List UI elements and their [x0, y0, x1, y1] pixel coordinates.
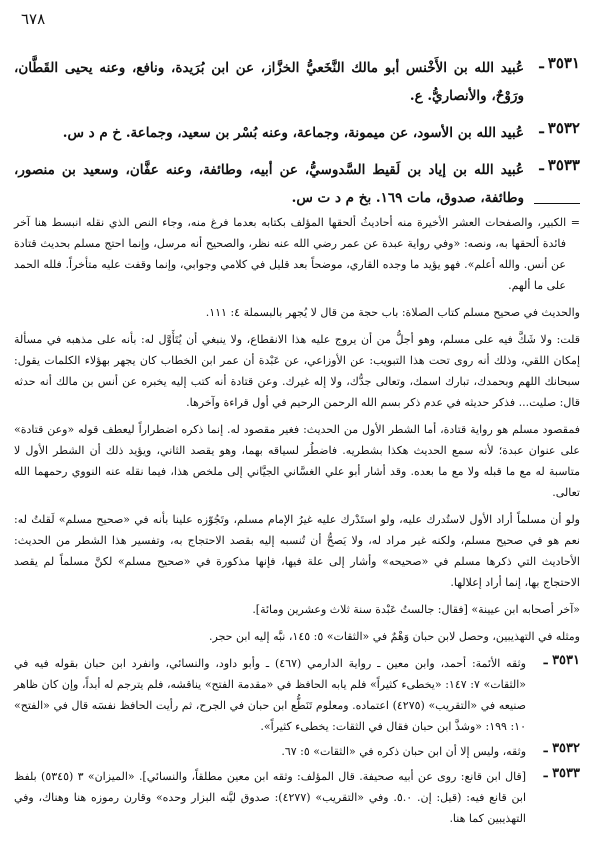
- note-paragraph: ومثله في التهذيبين، وحصل لابن حبان وَهْمٌ في «الثقات» ٥: ١٤٥، نبَّه إليه ابن حجر.: [209, 630, 580, 643]
- entry-number: ٣٥٣٢ـ: [539, 119, 580, 137]
- note-paragraph: قلت: ولا شَكَّ فيه على مسلم، وهو أجلُّ من أن يروج عليه هذا الانقطاع، ولا ينبغي أن يُتَأَوَّل له: بأنه على مذهبه في مسألة إمكان اللقي، وذلك أنه روى تحت هذا التبويب: عن الأوزاعي، عن عَبْدة أن عمر ابن الخطاب كان يجهر بهؤلاء الكلمات يقول: سبحانك اللهم وبحمدك، تبارك اسمك، وتعالى جدُّك، ولا إله غيرك. وعن قتادة أنه كتب إليه يخبره عن أنس بن مالك أنه حدثه قال: صليت... فذكر حديثه في عدم ذكر بسم الله الرحمن الرحيم في أول قراءة وآخرها.: [14, 333, 580, 409]
- footnote-text: [قال ابن قانع: روى عن أبيه صحيفة. قال المؤلف: وثقه ابن معين مطلقاً، والنسائي]. «الميزان» ٣ (٥٣٤٥) بلفظ ابن قانع فيه: (قيل: إن. ٥.٠. وفي «التقريب» (٤٢٧٧): صدوق ليَّنه البزار وحده» وقارن رموزه هنا وهناك، وفي التهذيبين كما هنا.: [14, 770, 527, 825]
- entry-number: ٣٥٣١ـ: [539, 54, 580, 72]
- footnote-number: ٣٥٣٣ ـ: [543, 766, 580, 781]
- note-paragraph: «آخر أصحابه ابن عيينة» [فقال: جالستُ عَبْدة سنة ثلاث وعشرين ومائة].: [252, 603, 580, 616]
- entry: [14, 119, 580, 147]
- footnote-number: ٣٥٣٢ ـ: [543, 741, 580, 756]
- footnote: [14, 653, 580, 737]
- footnote-separator: [534, 203, 580, 204]
- main-entries: [14, 54, 580, 221]
- note-paragraph: والحديث في صحيح مسلم كتاب الصلاة: باب حجة من قال لا يُجهر بالبسملة ٤: ١١١.: [205, 306, 580, 319]
- entry-text: عُبيد الله بن إياد بن لَقيط السَّدوسيُّ، عن أبيه، وطائفة، وعنه عفَّان، وسعيد بن منصور، وطائفة، صدوق، مات ١٦٩. بخ م د ت س.: [14, 162, 524, 206]
- note-paragraph: ولو أن مسلماً أراد الأول لاستُدرك عليه، ولو استَدْرك عليه غيرُ الإمام مسلم، وتَجُوّزه علينا بأنه في «صحيح مسلم» لَقلتُ له: نعم هو في صحيح مسلم، ولكنه غير مراد له، ولا يَصحُّ أن تُنسبه إليه بقصد الاحتجاج به، وتفسير هذا الشطر من الحديث: الأحاديث التي ذكرها مسلم في «صحيحه» وأشار إلى علة فيها، فإنها مذكورة في «صحيح مسلم» لكنَّ مسلماً لم يقصد الاحتجاج بها، إنما أراد إعلالها.: [14, 513, 580, 589]
- entry: [14, 54, 580, 110]
- footnote-text: وثقه، وليس إلا أن ابن حبان ذكره في «الثقات» ٥: ٦٧.: [281, 745, 526, 758]
- entry-number: ٣٥٣٣ـ: [539, 156, 580, 174]
- entry: [14, 156, 580, 212]
- footnote-text: وثقه الأئمة: أحمد، وابن معين ـ رواية الدارمي (٤٦٧) ـ وأبو داود، والنسائي، وانفرد ابن حبان بقوله فيه في «الثقات» ٧: ١٤٧: «يخطىء كثيراً» فلم يابه الحافظ في «مقدمة الفتح» يناقشه، فلم يترجم له أبداً، وإن كان ظاهر صنيعه في «التقريب» (٤٢٧٥) اعتماده. ومعلوم تَنَطُّع ابن حبان في الجرح، ثم رأيت الحافظ نفسَه قال في «الفتح» ١٠: ١٩٩: «وشذَّ ابن حبان فقال في الثقات: يخطىء كثيراً».: [14, 657, 527, 733]
- footnote: [14, 741, 580, 762]
- footnote: [14, 766, 580, 829]
- footnote-number: ٣٥٣١ ـ: [543, 653, 580, 668]
- footnotes-area: [14, 212, 580, 833]
- entry-text: عُبيد الله بن الأسود، عن ميمونة، وجماعة، وعنه بُسْر بن سعيد، وجماعة. خ م د س.: [62, 125, 524, 141]
- note-paragraph: فمقصود مسلم هو رواية قتادة، أما الشطر الأول من الحديث: فغير مقصود له. إنما ذكره اضطراراً ليعطف قوله «وعن قتادة» على عنوان عبدة؛ لأنه سمع الحديث هكذا بشطريه. فاضطُر لسياقه بهما، وهو يقصد الثاني، ويؤيد ذلك أن الشطر الأول لا متاسبة له مع ما قبله ولا مع ما بعده. وقد أشار أبو علي الغسَّاني الجيَّاني إلى ملخص هذا، فيما نقله عنه النووي رحمهما الله تعالى.: [14, 423, 580, 499]
- note-paragraph: = الكبير، والصفحات العشر الأخيرة منه أحاديثُ ألحقها المؤلف بكتابه بعدما فرغ منه، وجاء النص الذي نقله انبسط هنا آخر فائدة ألحقها به، ونصه: «وفي رواية عبدة عن عمر رضي الله عنه نظر، والصحيح أنه مرسل، وإنما احتج مسلم بحديث قتادة عن أنس. والله أعلم». فهو يؤيد ما وجده القاري، موضحاً بعد قليل في كلامي وجوابي، وإنما وقفت عليه متأخراً. فلله الحمد على ما ألهم.: [14, 216, 580, 292]
- page-number: ٦٧٨: [21, 10, 46, 28]
- entry-text: عُبيد الله بن الأَخْنس أبو مالك النَّخَعيُّ الخزَّاز، عن ابن بُرَيدة، ونافع، وعنه يحيى القَطَّان، ورَوْحٌ، والأنصاريُّ. ع.: [14, 60, 524, 104]
